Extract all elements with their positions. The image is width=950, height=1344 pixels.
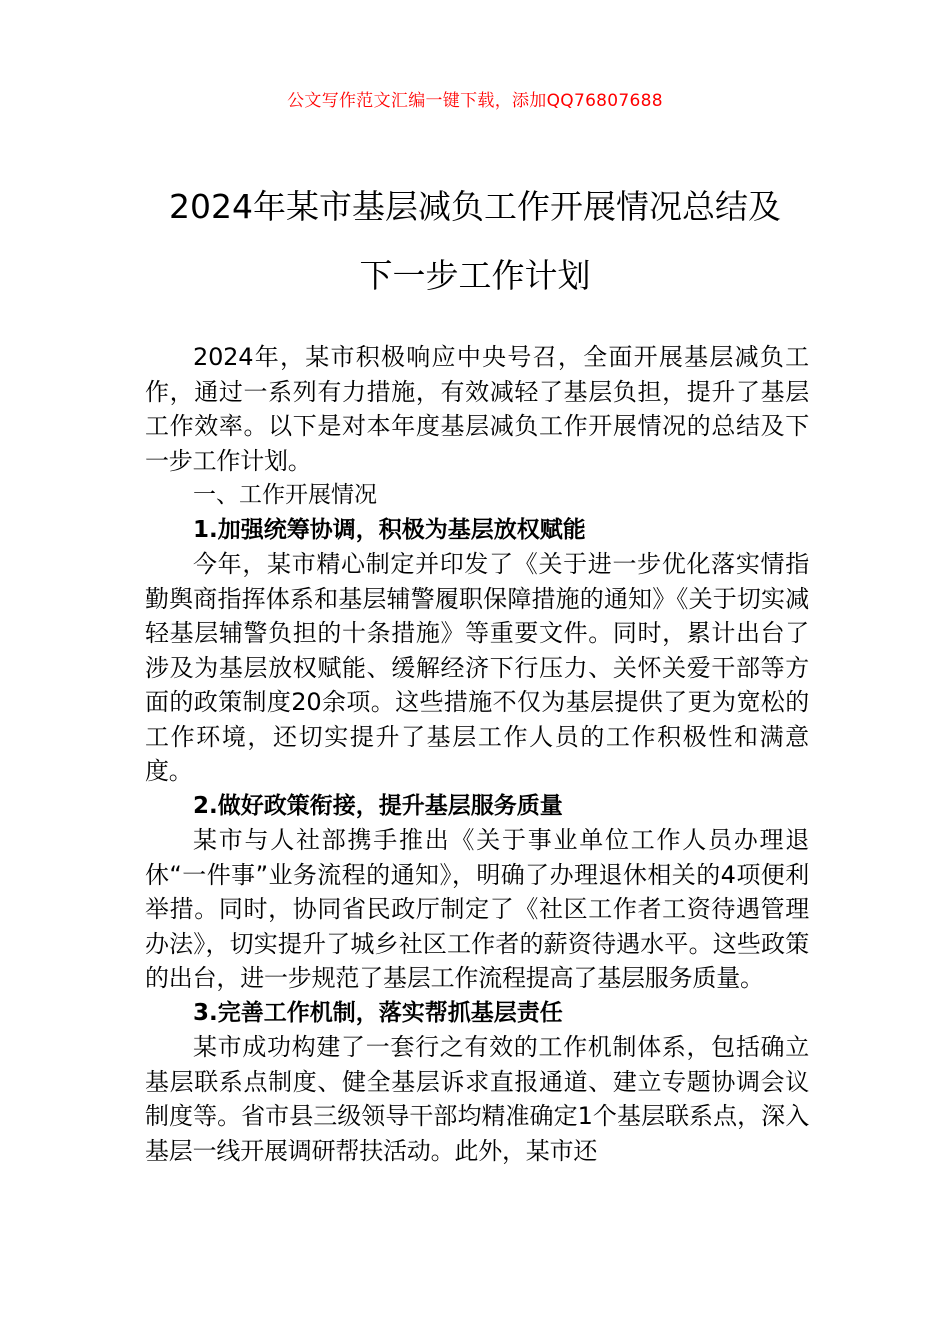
subsection-paragraph-2: 某市与人社部携手推出《关于事业单位工作人员办理退休“一件事”业务流程的通知》，明确了办理退休相关的4项便利举措。同时，协同省民政厅制定了《社区工作者工资待遇管理办法》，切实提升了城乡社区工作者的薪资待遇水平。这些政策的出台，进一步规范了基层工作流程提高了基层服务质量。 — [145, 826, 809, 992]
header-download-note: 公文写作范文汇编一键下载，添加QQ76807688 — [287, 91, 663, 111]
subsection-heading-2: 2.做好政策衔接，提升基层服务质量 — [193, 792, 563, 819]
subsection-paragraph-1: 今年，某市精心制定并印发了《关于进一步优化落实情指勤舆商指挥体系和基层辅警履职保障措施的通知》《关于切实减轻基层辅警负担的十条措施》等重要文件。同时，累计出台了涉及为基层放权赋能、缓解经济下行压力、关怀关爱干部等方面的政策制度20余项。这些措施不仅为基层提供了更为宽松的工作环境，还切实提升了基层工作人员的工作积极性和满意度。 — [145, 550, 809, 785]
subsection-paragraph-3: 某市成功构建了一套行之有效的工作机制体系，包括确立基层联系点制度、健全基层诉求直报通道、建立专题协调会议制度等。省市县三级领导干部均精准确定1个基层联系点，深入基层一线开展调研帮扶活动。此外，某市还 — [145, 1033, 809, 1165]
intro-paragraph: 2024年，某市积极响应中央号召，全面开展基层减负工作，通过一系列有力措施，有效减轻了基层负担，提升了基层工作效率。以下是对本年度基层减负工作开展情况的总结及下一步工作计划。 — [145, 343, 809, 475]
document-title-line-1: 2024年某市基层减负工作开展情况总结及 — [169, 187, 781, 226]
subsection-heading-1: 1.加强统筹协调，积极为基层放权赋能 — [193, 516, 586, 543]
subsection-heading-3: 3.完善工作机制，落实帮抓基层责任 — [193, 999, 563, 1026]
document-body — [145, 340, 809, 1168]
document-title-line-2: 下一步工作计划 — [359, 256, 591, 295]
section-heading-1: 一、工作开展情况 — [193, 482, 377, 508]
